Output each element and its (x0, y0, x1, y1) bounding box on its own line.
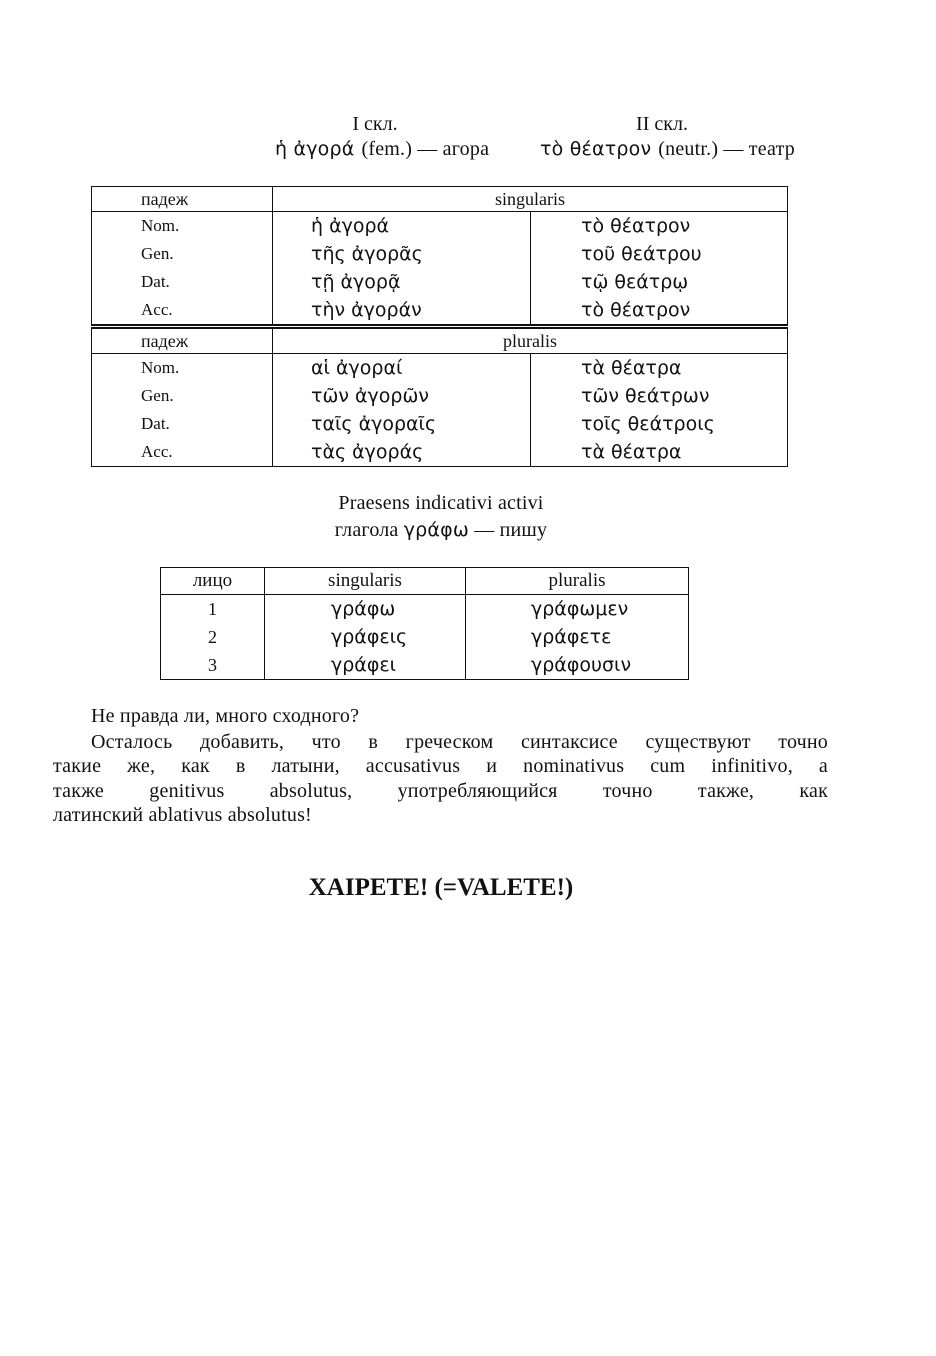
decl1-form: αἱ ἀγοραί (273, 354, 531, 383)
table-row (92, 354, 788, 383)
decl1-form: ταῖς ἀγοραῖς (273, 410, 531, 438)
decl2-form: τοῖς θεάτροις (531, 410, 788, 438)
singular-form: γράφω (265, 595, 466, 624)
case-header: падеж (92, 327, 273, 354)
verb-section-title: Praesens indicativi activi (338, 492, 544, 514)
singular-header-row (92, 187, 788, 212)
decl2-form: τῷ θεάτρῳ (531, 268, 788, 296)
decl2-form: τοῦ θεάτρου (531, 240, 788, 268)
table-row (92, 268, 788, 296)
decl1-label: I скл. (352, 113, 398, 135)
table-row (161, 623, 689, 651)
case-label: Nom. (92, 212, 273, 241)
case-header: падеж (92, 187, 273, 212)
table-row (161, 595, 689, 624)
verb-header-row (161, 568, 689, 595)
table-row (92, 410, 788, 438)
decl1-form: τῶν ἀγορῶν (273, 382, 531, 410)
verb-greek: γράφω (403, 519, 469, 541)
decl1-example-gloss: (fem.) — агора (361, 138, 490, 160)
decl1-form: τὰς ἀγοράς (273, 438, 531, 467)
paragraph-line: также genitivus absolutus, употребляющийся точно также, как (53, 780, 828, 802)
table-row (92, 296, 788, 327)
paragraph-line: такие же, как в латыни, accusativus и nominativus cum infinitivo, а (53, 755, 828, 777)
table-row (92, 382, 788, 410)
closing-salutation: XAIPETE! (=VALETE!) (308, 874, 574, 901)
decl1-example (275, 138, 489, 161)
decl2-form: τὰ θέατρα (531, 354, 788, 383)
case-label: Gen. (92, 240, 273, 268)
verb-subtitle-suffix: — пишу (474, 519, 548, 541)
plural-header-row (92, 327, 788, 354)
singular-header: singularis (265, 568, 466, 595)
person-number: 1 (161, 595, 265, 624)
singular-form: γράφεις (265, 623, 466, 651)
verb-subtitle-prefix: глагола (334, 519, 399, 541)
table-row (161, 651, 689, 680)
table-row (92, 212, 788, 241)
table-row (92, 240, 788, 268)
case-label: Gen. (92, 382, 273, 410)
decl1-form: τῇ ἀγορᾷ (273, 268, 531, 296)
case-label: Dat. (92, 410, 273, 438)
case-label: Nom. (92, 354, 273, 383)
plural-form: γράφωμεν (466, 595, 689, 624)
paragraph-line: Осталось добавить, что в греческом синтаксисе существуют точно (91, 731, 828, 753)
person-number: 3 (161, 651, 265, 680)
case-label: Dat. (92, 268, 273, 296)
decl2-label: II скл. (636, 113, 688, 135)
paragraph-line: латинский ablativus absolutus! (53, 804, 312, 826)
singular-form: γράφει (265, 651, 466, 680)
case-label: Acc. (92, 438, 273, 467)
decl1-form: τὴν ἀγοράν (273, 296, 531, 327)
decl2-example (540, 138, 795, 161)
person-number: 2 (161, 623, 265, 651)
table-row (92, 438, 788, 467)
plural-form: γράφουσιν (466, 651, 689, 680)
question-line: Не правда ли, много сходного? (91, 705, 360, 727)
decl2-form: τὰ θέατρα (531, 438, 788, 467)
decl1-form: τῆς ἀγορᾶς (273, 240, 531, 268)
person-header: лицо (161, 568, 265, 595)
decl2-form: τῶν θεάτρων (531, 382, 788, 410)
noun-declension-table (91, 186, 788, 467)
decl2-form: τὸ θέατρον (531, 212, 788, 241)
decl2-form: τὸ θέατρον (531, 296, 788, 327)
decl2-example-gloss: (neutr.) — театр (658, 138, 795, 160)
verb-conjugation-table (160, 567, 689, 680)
case-label: Acc. (92, 296, 273, 327)
decl1-example-greek: ἡ ἀγορά (275, 138, 355, 160)
decl1-form: ἡ ἀγορά (273, 212, 531, 241)
plural-header: pluralis (273, 327, 788, 354)
plural-form: γράφετε (466, 623, 689, 651)
decl2-example-greek: τὸ θέατρον (540, 138, 652, 160)
singular-header: singularis (273, 187, 788, 212)
verb-section-subtitle (241, 519, 641, 542)
plural-header: pluralis (466, 568, 689, 595)
